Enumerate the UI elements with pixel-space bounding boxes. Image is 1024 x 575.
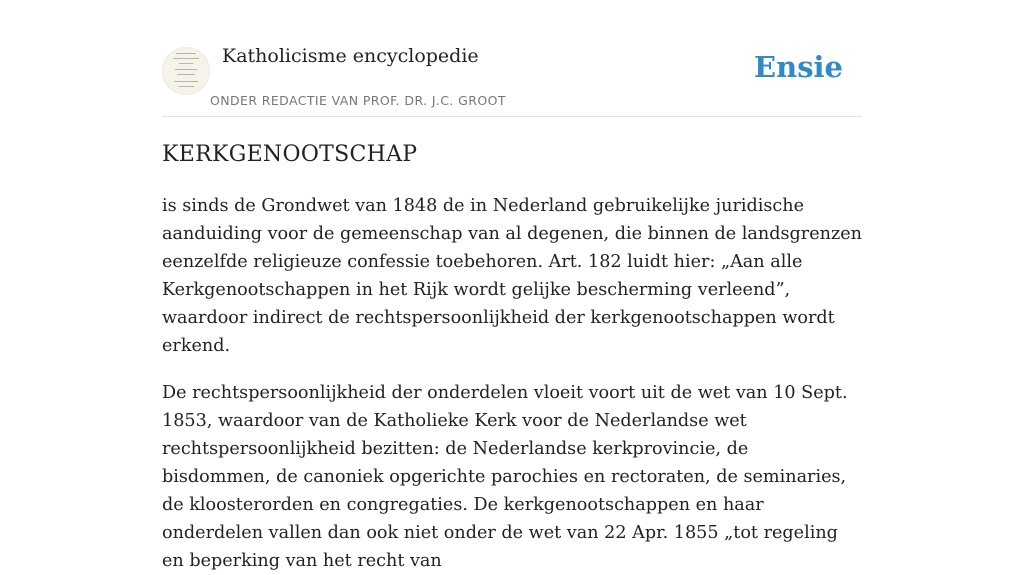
encyclopedia-cover-thumbnail[interactable] [162, 47, 210, 95]
ensie-logo[interactable]: Ensie [754, 50, 843, 84]
article-paragraph: is sinds de Grondwet van 1848 de in Nederland gebruikelijke juridische aanduiding voor de gemeenschap van al degenen, die binnen de landsgrenzen eenzelfde religieuze confessie toebehoren. Art. 182 luidt hier: „Aan alle Kerkgenootschappen in het Rijk wordt gelijke bescherming verleend”, waardoor indirect de rechtspersoonlijkheid der kerkgenootschappen wordt erkend. [162, 196, 862, 356]
cover-text-line [179, 63, 193, 64]
cover-text-line [175, 69, 197, 70]
cover-text-line [178, 86, 194, 87]
cover-text-line [177, 74, 195, 75]
site-header [162, 0, 862, 117]
cover-text-line [174, 81, 198, 82]
article-paragraph: De rechtspersoonlijkheid der onderdelen vloeit voort uit de wet van 10 Sept. 1853, waardoor van de Katholieke Kerk voor de Nederlandse wet rechtspersoonlijkheid bezitten: de Nederlandse kerkprovincie, de bisdommen, de canoniek opgerichte parochies en rectoraten, de seminaries, de kloosterorden en congregaties. De kerkgenootschappen en haar onderdelen vallen dan ook niet onder de wet van 22 Apr. 1855 „tot regeling en beperking van het recht van [162, 383, 848, 571]
cover-text-line [176, 53, 196, 54]
article [162, 138, 862, 575]
editor-subtitle: ONDER REDACTIE VAN PROF. DR. J.C. GROOT [210, 93, 506, 108]
encyclopedia-title[interactable]: Katholicisme encyclopedie [222, 45, 479, 67]
article-headword: KERKGENOOTSCHAP [162, 142, 418, 167]
cover-text-line [173, 58, 199, 59]
